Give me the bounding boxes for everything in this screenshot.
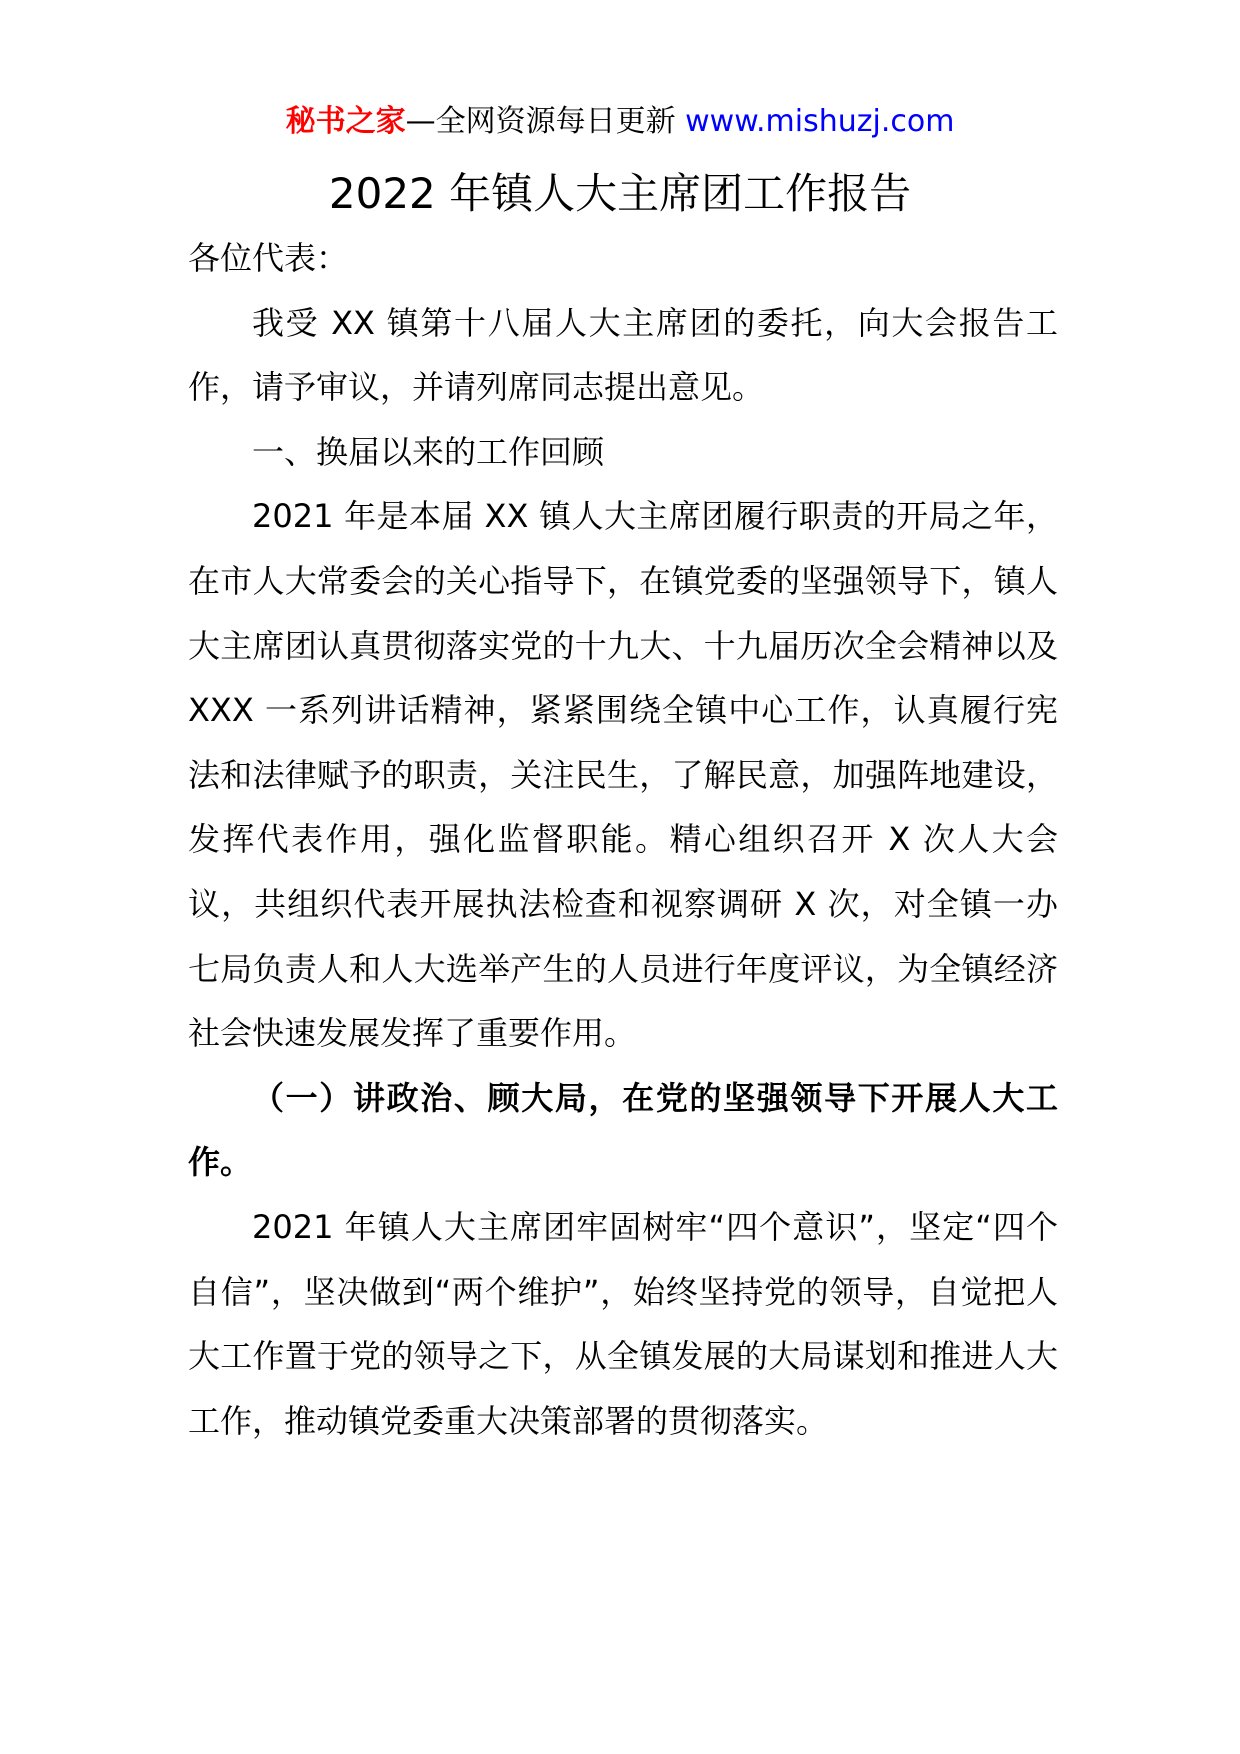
subsection-heading: （一）讲政治、顾大局，在党的坚强领导下开展人大工作。 xyxy=(188,1078,1058,1182)
salutation: 各位代表： xyxy=(188,239,349,277)
paragraph-politics: 2021 年镇人大主席团牢固树牢“四个意识”，坚定“四个自信”，坚决做到“两个维护”，始终坚持党的领导，自觉把人大工作置于党的领导之下，从全镇发展的大局谋划和推进人大工作，推动镇党委重大决策部署的贯彻落实。 xyxy=(188,1207,1058,1440)
header-tagline: —全网资源每日更新 xyxy=(405,104,686,139)
section-heading: 一、换届以来的工作回顾 xyxy=(252,432,605,471)
paragraph-review: 2021 年是本届 XX 镇人大主席团履行职责的开局之年，在市人大常委会的关心指导下，在镇党委的坚强领导下，镇人大主席团认真贯彻落实党的十九大、十九届历次全会精神以及 XXX 一系列讲话精神，紧紧围绕全镇中心工作，认真履行宪法和法律赋予的职责，关注民生，了解民意，加强阵地建设，发挥代表作用，强化监督职能。精心组织召开 X 次人大会议，共组织代表开展执法检查和视察调研 X 次，对全镇一办七局负责人和人大选举产生的人员进行年度评议，为全镇经济社会快速发展发挥了重要作用。 xyxy=(188,497,1058,1053)
brand-name: 秘书之家 xyxy=(285,104,406,139)
paragraph-intro: 我受 XX 镇第十八届人大主席团的委托，向大会报告工作，请予审议，并请列席同志提出意见。 xyxy=(188,303,1058,407)
site-header xyxy=(0,100,1240,144)
site-url-link[interactable]: www.mishuzj.com xyxy=(685,104,955,139)
document-title: 2022 年镇人大主席团工作报告 xyxy=(328,169,912,218)
document-body xyxy=(188,226,1058,1453)
